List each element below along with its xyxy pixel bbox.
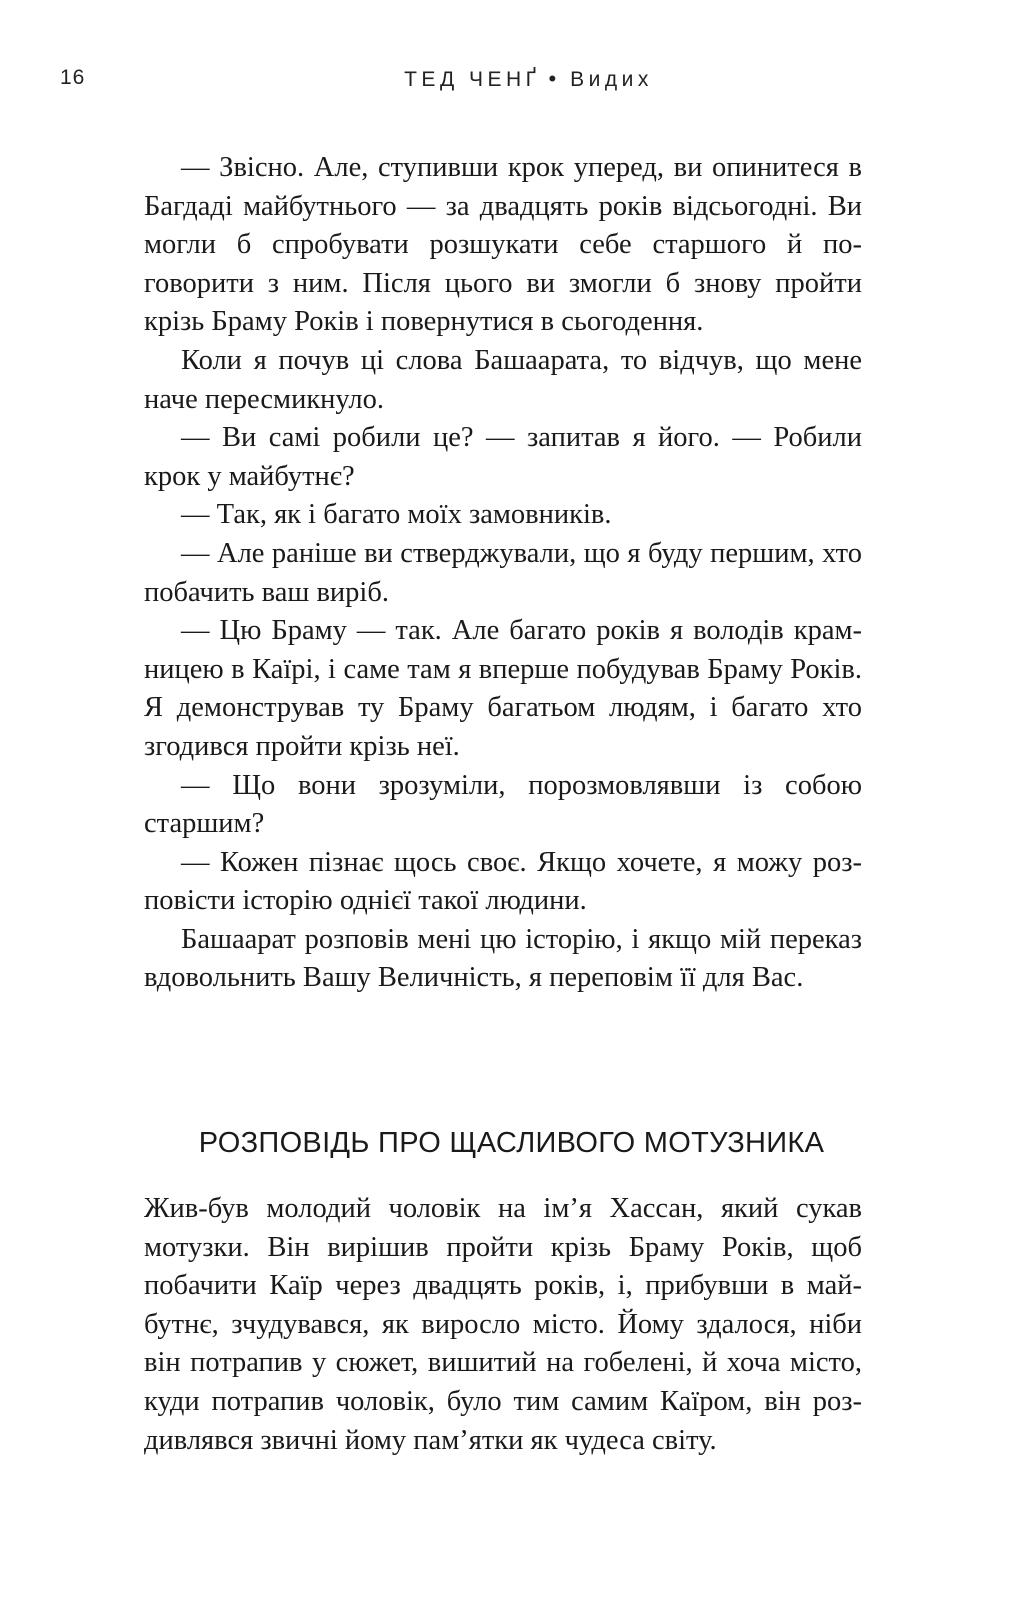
author-name: ТЕД ЧЕНҐ (404, 68, 541, 91)
paragraph: Коли я почув ці слова Башаарата, то відчув, що мене наче пересмикнуло. (144, 344, 862, 415)
paragraph: — Кожен пізнає щось своє. Якщо хочете, я можу розповісти історію однієї такої людини. (144, 846, 862, 917)
running-title (0, 66, 1023, 92)
paragraph: — Але раніше ви стверджували, що я буду першим, хто побачить ваш виріб. (144, 537, 862, 608)
separator-dot: • (548, 66, 557, 91)
paragraph: Башаарат розповів мені цю історію, і якщо мій переказ вдовольнить Вашу Величність, я переповім її для Вас. (144, 923, 862, 994)
body-text-lower (144, 1190, 862, 1460)
section-heading: РОЗПОВІДЬ ПРО ЩАСЛИВОГО МОТУЗНИКА (198, 1127, 825, 1159)
page-number: 16 (60, 66, 86, 89)
paragraph: — Цю Браму — так. Але багато років я володів крамницею в Каїрі, і саме там я вперше побудував Браму Років. Я демонстрував ту Браму багатьом людям, і багато хто згодився пройти крізь неї. (144, 615, 862, 762)
paragraph: — Звісно. Але, ступивши крок уперед, ви опинитеся в Багдаді майбутнього — за двадцять років відсьогодні. Ви могли б спробувати розшукати себе старшого й поговорити з ним. Після цього ви змогли б знову пройти крізь Браму Років і повернутися в сьогодення. (144, 152, 862, 338)
paragraph: — Що вони зрозуміли, порозмовлявши із собою старшим? (144, 769, 862, 840)
book-title: Видих (570, 68, 653, 91)
paragraph: — Ви самі робили це? — запитав я його. — Робили крок у майбутнє? (144, 422, 862, 492)
running-head (0, 62, 1023, 102)
body-text-upper (144, 149, 862, 998)
paragraph: Жив-був молодий чоловік на ім’я Хассан, який сукав мотузки. Він вирішив пройти крізь Браму Років, щоб побачити Каїр через двадцять років, і, прибувши в майбутнє, зчудувався, як виросло місто. Йому здалося, ніби він потрапив у сюжет, вишитий на гобелені, й хоча місто, куди потрапив чоловік, було тим самим Каїром, він роздивлявся звичні йому пам’ятки як чудеса світу. (144, 1193, 862, 1456)
paragraph: — Так, як і багато моїх замовників. (181, 499, 612, 531)
